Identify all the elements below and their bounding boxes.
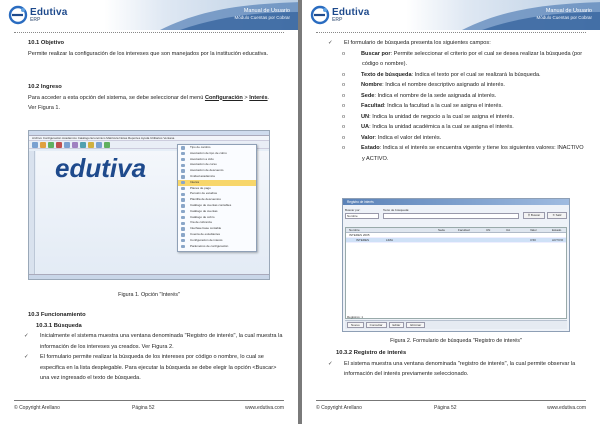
footer-divider — [316, 400, 586, 401]
field-list-item — [336, 80, 586, 91]
bullet-icon: o — [342, 124, 346, 130]
footer-page-number: Página 52 — [132, 405, 155, 411]
logo-sub: ERP — [332, 17, 343, 23]
table-cell-sede: LIMA — [386, 238, 394, 242]
field-list-item — [336, 49, 586, 70]
header-divider — [14, 32, 284, 33]
bottom-button-eliminar[interactable]: Eliminar — [406, 322, 425, 328]
bullet-icon: o — [342, 71, 346, 78]
footer-copyright: © Copyright Arellano — [316, 405, 362, 411]
toolbar-icon — [40, 142, 46, 148]
check-item-2: ✓ El formulario permite realizar la búsqueda de los intereses por código o nombre, lo cual se especifica en la lista desplegable. Para ejecutar la búsqueda se debe elegir la opción <Buscar> una vez ingresado el texto de búsqueda. — [24, 354, 277, 381]
toolbar-icon — [32, 142, 38, 148]
grid-column-header[interactable]: Valor — [530, 228, 537, 232]
field-description: : Indica la facultad a la cual se asigna el interés. — [384, 103, 503, 109]
workspace-logo: edutiva — [55, 153, 147, 183]
footer-website: www.edutiva.com — [245, 405, 284, 411]
texto-label: Texto de búsqueda: — [383, 208, 410, 212]
bullet-icon: o — [342, 92, 346, 99]
toolbar-icon — [88, 142, 94, 148]
field-list-item — [336, 91, 586, 102]
figure1-caption: Figura 1. Opción "Interés" — [118, 292, 180, 298]
page-header — [0, 0, 298, 30]
dropdown-menu-item[interactable]: Cuenta de estudiantes — [178, 232, 256, 238]
dropdown-menu-item[interactable]: Configuración de interés — [178, 238, 256, 244]
toolbar-icon — [56, 142, 62, 148]
document-page-right — [302, 0, 600, 424]
footer-page-number: Página 52 — [434, 405, 457, 411]
grid-column-header[interactable]: UN — [486, 228, 491, 232]
bottom-button-consultar[interactable]: Consultar — [366, 322, 387, 328]
app-statusbar — [29, 274, 269, 279]
heading-busqueda: 10.3.1 Búsqueda — [36, 322, 82, 329]
bottom-button-nuevo[interactable]: Nuevo — [347, 322, 364, 328]
dropdown-menu-item[interactable]: Asociación de descuento — [178, 168, 256, 174]
field-label: Texto de búsqueda — [361, 71, 412, 78]
grid-column-header[interactable]: UA — [506, 228, 511, 232]
results-grid — [345, 227, 567, 319]
field-description: : Indica la unidad académica a la cual se asigna el interés. — [369, 124, 514, 130]
field-description: : Indica el nombre de la sede asignada al interés. — [374, 92, 497, 99]
heading-objetivo: 10.1 Objetivo — [28, 40, 65, 46]
dropdown-menu-item[interactable]: Pensión de estudios — [178, 191, 256, 197]
logo-swirl-icon — [8, 5, 28, 25]
toolbar-icon — [96, 142, 102, 148]
dropdown-menu-item[interactable]: Parámetros de configuración — [178, 244, 256, 250]
bullet-icon: o — [342, 134, 346, 141]
paragraph-ingreso: Para acceder a esta opción del sistema, se debe seleccionar del menú Configuración > Interés. Ver Figura 1. — [28, 94, 270, 111]
section-objetivo — [28, 38, 278, 59]
grid-bottom-bar — [345, 315, 567, 329]
heading-registro: 10.3.2 Registro de interés — [336, 350, 407, 356]
header-title: Manual de Usuario — [545, 8, 592, 14]
bottom-buttons — [347, 322, 427, 328]
grid-column-header[interactable]: Facultad — [458, 228, 470, 232]
buscar-select[interactable]: Nombre — [345, 213, 379, 219]
field-list-item — [336, 143, 586, 164]
checkmark-icon: ✓ — [328, 40, 333, 46]
dropdown-menu-item[interactable]: Catálogo de cobro — [178, 215, 256, 221]
dropdown-menu-item[interactable]: Plantilla de descuentos — [178, 197, 256, 203]
edutiva-logo — [310, 4, 390, 26]
section-funcionamiento — [24, 310, 284, 384]
figure1-screenshot — [28, 130, 270, 280]
toolbar-icon — [72, 142, 78, 148]
field-list-item — [336, 112, 586, 123]
dropdown-menu-item[interactable]: Asociación de tipo de cobro — [178, 151, 256, 157]
dropdown-menu-item[interactable]: Vía de cobranza — [178, 220, 256, 226]
bottom-button-editar[interactable]: Editar — [389, 322, 405, 328]
app-menubar: Archivo Configuración Académico Catálogo Económico Matrícula Notas Reportes Ayuda Utilitarios Ventana — [29, 136, 269, 141]
edutiva-logo — [8, 4, 88, 26]
check-item-intro: ✓ El formulario de búsqueda presenta los siguientes campos: — [336, 38, 586, 49]
toolbar-icon — [48, 142, 54, 148]
field-description: : Permite seleccionar el criterio por el cual se desea realizar la búsqueda (por código o nombre). — [362, 50, 583, 67]
table-cell-nombre: INTERES 2005 — [349, 233, 370, 237]
header-title: Manual de Usuario — [243, 8, 290, 14]
check-item-1: ✓ Inicialmente el sistema muestra una ventana denominada "Registro de interés", la cual muestra la información de los intereses ya creados. Ver Figura 2. — [24, 333, 283, 350]
dropdown-menu-item[interactable]: Asociación a ciclo — [178, 157, 256, 163]
field-list-item — [336, 133, 586, 144]
figure2-screenshot — [342, 198, 570, 332]
field-label: Estado — [361, 145, 380, 151]
header-subtitle: Módulo Cuentas por Cobrar — [234, 15, 290, 20]
dropdown-menu-item[interactable]: Interfase base contable — [178, 226, 256, 232]
toolbar-icon — [104, 142, 110, 148]
exit-icon: ✕ — [552, 213, 556, 217]
field-label: Nombre — [361, 82, 383, 88]
registros-count: Registros: 1 — [347, 315, 364, 319]
field-label: Sede — [361, 92, 375, 99]
fields-section — [328, 38, 586, 164]
field-list-item — [336, 70, 586, 81]
figure2-caption: Figura 2. Formulario de búsqueda "Registro de interés" — [390, 338, 522, 344]
bullet-icon: o — [342, 145, 346, 151]
field-label: UN — [361, 113, 370, 120]
logo-sub: ERP — [30, 17, 41, 23]
field-description: : Indica si el interés se encuentra vigente y tiene los siguientes valores: INACTIVO y ACTIVO. — [362, 145, 584, 162]
field-description: : Indica el nombre descriptivo asignado al interés. — [382, 82, 505, 88]
field-description: : Indica el texto por el cual se realizará la búsqueda. — [411, 71, 541, 78]
table-cell-nombre: INTERES — [356, 238, 370, 242]
paragraph-objetivo: Permite realizar la configuración de los intereses que son manejados por la institución educativa. — [28, 50, 269, 57]
dropdown-menu-item[interactable]: Tipo de cambio — [178, 145, 256, 151]
dropdown-menu-item[interactable]: Asociación de curso — [178, 162, 256, 168]
heading-ingreso: 10.2 Ingreso — [28, 84, 62, 90]
table-cell-estado: ACTIVO — [552, 238, 564, 242]
dropdown-menu-item[interactable]: Catálogo de cuentas — [178, 209, 256, 215]
section-registro — [328, 348, 588, 380]
salir-button[interactable]: ✕ Salir — [547, 212, 567, 219]
checkmark-icon: ✓ — [24, 354, 29, 360]
menu-configuracion-ref: Configuración — [204, 94, 243, 101]
checkmark-icon: ✓ — [328, 360, 333, 367]
footer-copyright: © Copyright Arellano — [14, 405, 60, 411]
bullet-icon: o — [342, 103, 346, 109]
logo-name: Edutiva — [30, 7, 68, 18]
toolbar-icon — [64, 142, 70, 148]
footer-divider — [14, 400, 284, 401]
dropdown-menu-item[interactable]: Unidad académica — [178, 174, 256, 180]
grid-body — [346, 233, 566, 243]
buscar-label: Buscar por: — [345, 208, 361, 212]
field-list — [336, 49, 586, 165]
grid-column-header[interactable]: Nombre — [349, 228, 360, 232]
configuracion-dropdown-menu — [177, 144, 257, 252]
header-divider — [316, 32, 586, 33]
check-item-registro: ✓ El sistema muestra una ventana denominada "registro de interés", la cual permite observar la información del interés previamente seleccionado. — [328, 360, 576, 377]
field-label: Facultad — [361, 103, 385, 109]
section-ingreso — [28, 82, 278, 114]
menu-interes-ref: Interés — [249, 94, 268, 101]
bullet-icon: o — [342, 82, 346, 88]
page-header — [302, 0, 600, 30]
field-label: Valor — [361, 134, 375, 141]
field-description: : Indica la unidad de negocio a la cual se asigna el interés. — [369, 113, 515, 120]
heading-funcionamiento: 10.3 Funcionamiento — [28, 312, 86, 318]
table-cell-valor: 3.50 — [530, 238, 536, 242]
header-subtitle: Módulo Cuentas por Cobrar — [536, 15, 592, 20]
field-list-item — [336, 101, 586, 112]
logo-name: Edutiva — [332, 7, 370, 18]
logo-swirl-icon — [310, 5, 330, 25]
field-description: : Indica el valor del interés. — [374, 134, 442, 141]
field-label: Buscar por — [361, 50, 391, 57]
field-label: UA — [361, 124, 370, 130]
window-title: Registro de interés — [343, 199, 569, 205]
grid-column-header[interactable]: Sede — [438, 228, 446, 232]
search-input[interactable] — [383, 213, 519, 219]
buscar-button[interactable]: ⚲ Buscar — [523, 212, 545, 219]
dropdown-menu-item[interactable]: Interés — [178, 180, 256, 186]
bullet-icon: o — [342, 50, 346, 57]
footer-website: www.edutiva.com — [547, 405, 586, 411]
checkmark-icon: ✓ — [24, 333, 29, 339]
toolbar-icon — [80, 142, 86, 148]
bullet-icon: o — [342, 113, 346, 120]
field-list-item — [336, 122, 586, 133]
table-row[interactable] — [346, 238, 566, 243]
document-page-left — [0, 0, 298, 424]
search-icon: ⚲ — [527, 213, 531, 217]
dropdown-menu-item[interactable]: Planes de pago — [178, 186, 256, 192]
app-side-panel — [29, 151, 35, 274]
dropdown-menu-item[interactable]: Catálogo de cuentas contables — [178, 203, 256, 209]
grid-column-header[interactable]: Estado — [552, 228, 562, 232]
